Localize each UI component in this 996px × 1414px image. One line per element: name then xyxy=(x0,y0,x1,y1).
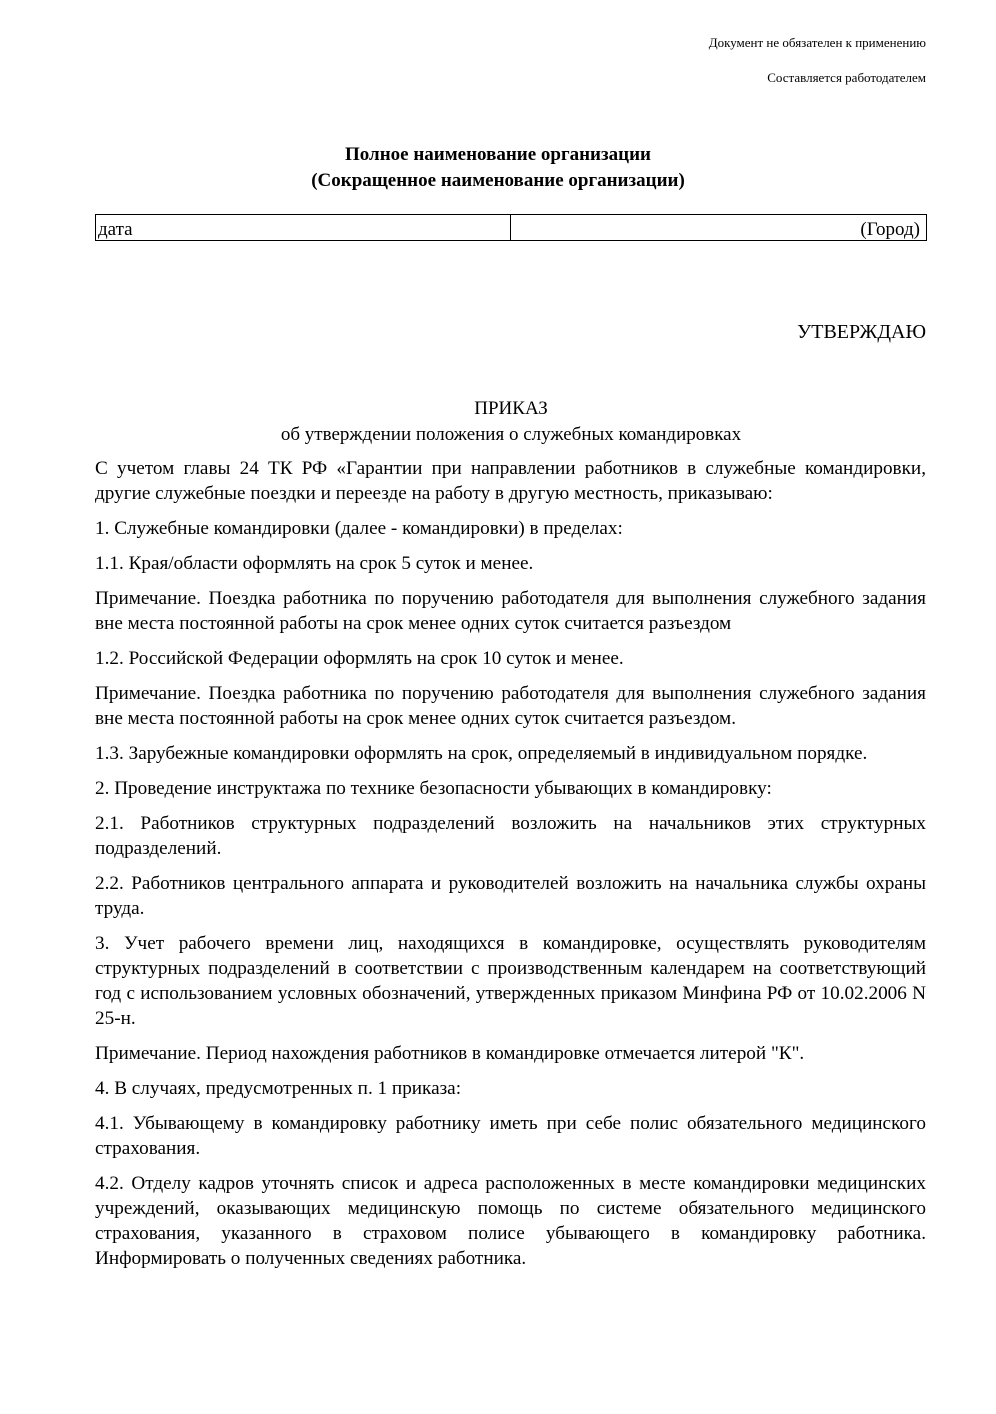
paragraph-note-1: Примечание. Поездка работника по поручению работодателя для выполнения служебного задания вне места постоянной работы на срок менее одних суток считается разъездом xyxy=(95,588,926,634)
date-city-table xyxy=(95,214,927,241)
order-body xyxy=(95,456,926,1281)
organization-block xyxy=(0,142,996,194)
paragraph-item-1-2: 1.2. Российской Федерации оформлять на срок 10 суток и менее. xyxy=(95,648,624,669)
paragraph-item-2-2: 2.2. Работников центрального аппарата и руководителей возложить на начальника службы охраны труда. xyxy=(95,873,926,919)
paragraph-item-1-1: 1.1. Края/области оформлять на срок 5 суток и менее. xyxy=(95,553,534,574)
paragraph-note-2: Примечание. Поездка работника по поручению работодателя для выполнения служебного задания вне места постоянной работы на срок менее одних суток считается разъездом. xyxy=(95,683,926,729)
paragraph-preamble: С учетом главы 24 ТК РФ «Гарантии при направлении работников в служебные командировки, другие служебные поездки и переезде на работу в другую местность, приказываю: xyxy=(95,458,926,504)
organization-short-name: (Сокращенное наименование организации) xyxy=(311,170,685,191)
paragraph-item-2-1: 2.1. Работников структурных подразделений возложить на начальников этих структурных подразделений. xyxy=(95,813,926,859)
paragraph-item-3: 3. Учет рабочего времени лиц, находящихся в командировке, осуществлять руководителям структурных подразделений в соответствии с производственным календарем на соответствующий год с использованием условных обозначений, утвержденных приказом Минфина РФ от 10.02.2006 N 25-н. xyxy=(95,933,926,1029)
order-subtitle: об утверждении положения о служебных командировках xyxy=(280,424,742,445)
paragraph-item-1: 1. Служебные командировки (далее - командировки) в пределах: xyxy=(95,518,623,539)
order-title: ПРИКАЗ xyxy=(474,398,548,419)
paragraph-item-1-3: 1.3. Зарубежные командировки оформлять на срок, определяемый в индивидуальном порядке. xyxy=(95,743,868,764)
paragraph-item-4: 4. В случаях, предусмотренных п. 1 приказа: xyxy=(95,1078,462,1099)
paragraph-item-4-1: 4.1. Убывающему в командировку работнику иметь при себе полис обязательного медицинского страхования. xyxy=(95,1113,926,1159)
approve-stamp-label: УТВЕРЖДАЮ xyxy=(797,321,926,343)
date-cell: дата xyxy=(96,215,511,240)
city-cell: (Город) xyxy=(860,219,920,240)
paragraph-note-3: Примечание. Период нахождения работников в командировке отмечается литерой "К". xyxy=(95,1043,805,1064)
organization-full-name: Полное наименование организации xyxy=(345,144,651,165)
header-note-not-mandatory: Документ не обязателен к применению xyxy=(708,35,926,50)
header-note-employer: Составляется работодателем xyxy=(767,70,926,85)
paragraph-item-4-2: 4.2. Отделу кадров уточнять список и адреса расположенных в месте командировки медицинских учреждений, оказывающих медицинскую помощь по системе обязательного медицинского страхования, указанного в страховом полисе убывающего в командировку работника. Информировать о полученных сведениях работника. xyxy=(95,1173,926,1269)
paragraph-item-2: 2. Проведение инструктажа по технике безопасности убывающих в командировку: xyxy=(95,778,772,799)
